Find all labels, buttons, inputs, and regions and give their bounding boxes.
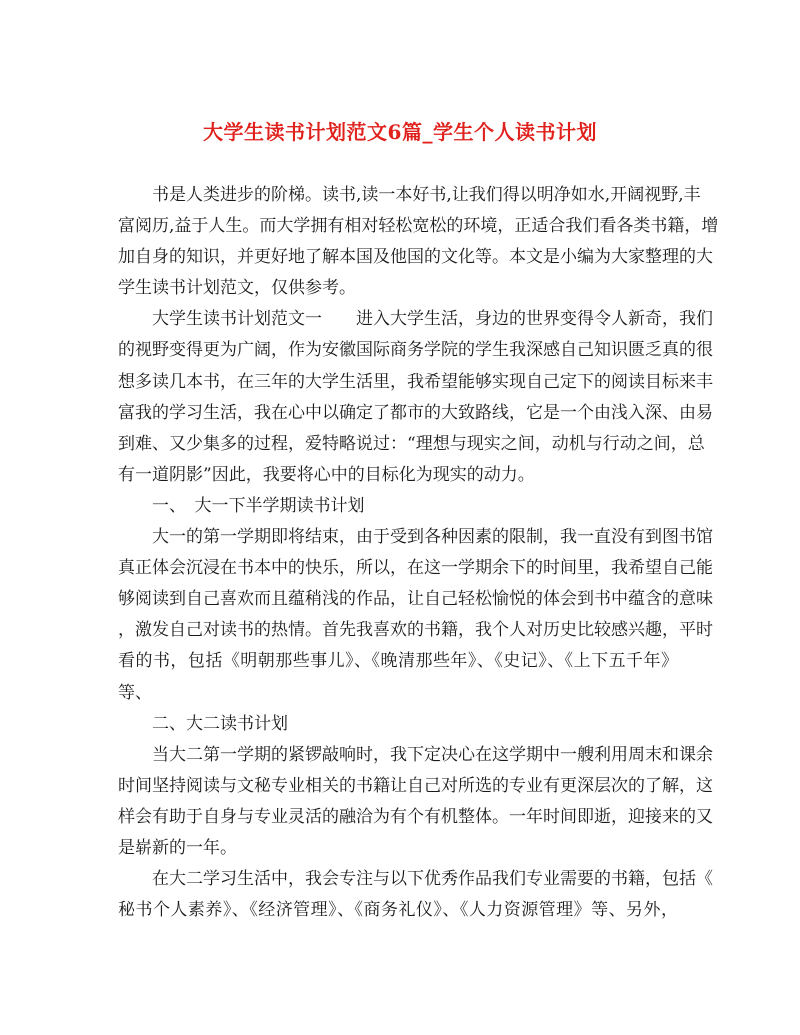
text-line: 够阅读到自己喜欢而且蕴稍浅的作品，让自己轻松愉悦的体会到书中蕴含的意味 <box>118 589 713 610</box>
section-heading: 一、 大一下半学期读书计划 <box>152 495 365 516</box>
text-line: 的视野变得更为广阔，作为安徽国际商务学院的学生我深感自己知识匮乏真的很 <box>118 340 713 361</box>
text-line: 是崭新的一年。 <box>118 837 237 858</box>
text-line: 大学生读书计划范文一 进入大学生活，身边的世界变得令人新奇，我们 <box>152 309 713 330</box>
text-line: 时间坚持阅读与文秘专业相关的书籍让自己对所选的专业有更深层次的了解，这 <box>118 775 713 796</box>
text-line: 大一的第一学期即将结束，由于受到各种因素的限制，我一直没有到图书馆 <box>152 527 713 548</box>
text-line: 加自身的知识，并更好地了解本国及他国的文化等。本文是小编为大家整理的大 <box>118 247 713 268</box>
text-line: 样会有助于自身与专业灵活的融洽为有个有机整体。一年时间即逝，迎接来的又 <box>118 806 713 827</box>
text-line: 在大二学习生活中，我会专注与以下优秀作品我们专业需要的书籍，包括《 <box>152 869 713 890</box>
text-line: 想多读几本书，在三年的大学生活里，我希望能够实现自己定下的阅读目标来丰 <box>118 371 713 392</box>
document-body <box>118 180 719 926</box>
text-line: 等、 <box>118 682 152 703</box>
document-title: 大学生读书计划范文6篇_学生个人读书计划 <box>203 120 597 144</box>
text-line: 当大二第一学期的紧锣敲响时，我下定决心在这学期中一艘利用周末和课余 <box>152 744 713 765</box>
text-line: 有一道阴影”因此，我要将心中的目标化为现实的动力。 <box>118 464 535 485</box>
text-line: 学生读书计划范文，仅供参考。 <box>118 278 356 299</box>
section-heading: 二、大二读书计划 <box>152 713 288 734</box>
text-line: 到难、又少集多的过程，爱特略说过：“理想与现实之间，动机与行动之间，总 <box>118 433 705 454</box>
text-line: 书是人类进步的阶梯。读书,读一本好书,让我们得以明净如水,开阔视野,丰 <box>152 185 701 205</box>
text-line: 富我的学习生活，我在心中以确定了都市的大致路线，它是一个由浅入深、由易 <box>118 402 713 423</box>
text-line: 富阅历,益于人生。而大学拥有相对轻松宽松的环境，正适合我们看各类书籍，增 <box>118 216 719 237</box>
text-line: 真正体会沉浸在书本中的快乐，所以，在这一学期余下的时间里，我希望自己能 <box>118 558 713 579</box>
text-line: 看的书，包括《明朝那些事儿》、《晚清那些年》、《史记》、《上下五千年》 <box>118 651 678 672</box>
text-line: ，激发自己对读书的热情。首先我喜欢的书籍，我个人对历史比较感兴趣，平时 <box>118 620 713 641</box>
text-line: 秘书个人素养》、《经济管理》、《商务礼仪》、《人力资源管理》等、另外， <box>118 900 678 921</box>
